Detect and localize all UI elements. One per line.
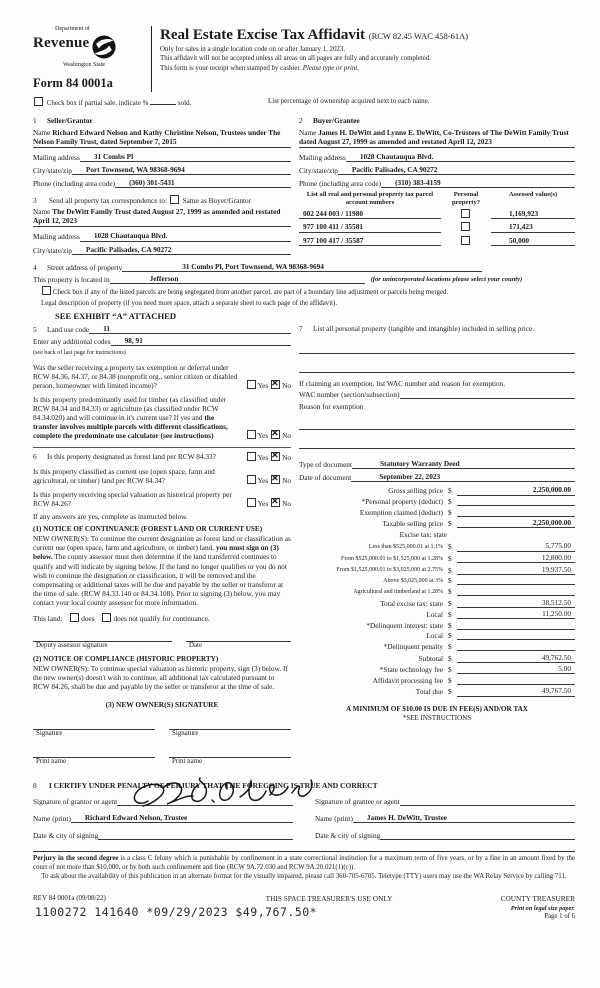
grantor-signature-field[interactable] bbox=[117, 796, 293, 806]
does-not-qualify-checkbox[interactable] bbox=[102, 613, 111, 622]
county-note: (for unincorporated locations please select your county) bbox=[370, 275, 523, 283]
land-use-code-field[interactable]: 11 bbox=[89, 324, 291, 334]
section-personal-property: 7 List all personal property (tangible and intangible) included in selling price. If claiming an exemption, list WAC number and reason for exemption. WAC number (section/subsection) Reason for exemption Type of document Statutory Warranty Deed Date of document September 22, 2023 Gross selling price $ 2,250,000.00 *Personal property (deduct) $ Exemption claimed (deduct) $ Taxable selling price $ 2,250,000.00 Excise tax: state Less than $525,000.01 at 1.1% $ 5,775.00 From $525,000.01 to $1,525,000 at 1.28% $ 12,800.00 From $1,525,000.01 to $3,025,000 at 2.75% $ 19,937.50 Above $3,025,000 at 3% $ Agricultural and timberland at 1.28% $ Total excise tax: state $ 38,512.50 Local $ 11,250.00 *Delinquent interest: state $ Local $ *Delinquent penalty $ Subtotal $ 49,762.50 *State technology fee $ 5.00 Affidavit processing fee $ Total due $ 49,767.50 A MINIMUM OF $10.00 IS DUE IN FEE(S) AND/OR TAX *SEE INSTRUCTIONS bbox=[299, 324, 575, 767]
state-technology-fee-field[interactable]: 5.00 bbox=[457, 664, 575, 674]
section-land-use: 5 Land use code 11 Enter any additional codes 98, 91 (see back of last page for instructions) Was the seller receiving a property tax exemption or deferral under RCW 84.36, 84.37, or 84.38 (nonprofit org., senior citizen or disabled person, homeowner with limited income)? Yes ✕ No Is this property predominantly used for timber (as classified under RCW 84.34 and 84.33) or agriculture (as classified under RCW 84.34.020) and will continue in it's current use? If yes and the transfer involves multiple parcels with different classifications, complete the predominate use calculator (see instructions) Yes ✕ No 6 Is this property designated as forest land per RCW 84.33? Yes ✕ No Is this property classified as current use (open space, farm and agricultural, or timber) land per RCW 84.34? Yes ✕ No Is this property receiving special valuation as historical property per RCW 84.26? Yes ✕ No If any answers are yes, complete as instructed below. (1) NOTICE OF CONTINUANCE (FOREST LAND OR CURRENT USE) NEW OWNER(S): To continue the current designation as forest land or classification as current use (open space, farm and agriculture, or timber) land, you must sign on (3) below. The county assessor must then determine if the land transferred continues to qualify and will indicate by signing below. If the land no longer qualifies or you do not wish to continue the designation or classification, it will be removed and the compensating or additional taxes will be due and payable by the seller or transferor at the time of sale. (RCW 84.33.140 or 84.34.108). Prior to signing (3) below, you may contact your local county assessor for more information. This land: does does not qualify for continuance. Deputy assessor signature Date (2) NOTICE OF COMPLIANCE (HISTORIC PROPERTY) NEW OWNER(S): To continue special valuation as historic property, sign (3) below. If the new owner(s) doesn't wish to continue, all additional tax calculated pursuant to RCW 84.26, shall be due and payable by the seller or transferor at the time of sale. (3) NEW OWNER(S) SIGNATURE Signature Signature Print name Print name bbox=[33, 323, 291, 766]
local-tax-field[interactable]: 11,250.00 bbox=[457, 609, 575, 619]
buyer-name-field[interactable]: Name James H. DeWitt and Lynne E. DeWitt, Co-Trustees of The DeWitt Family Trust dated August 27, 1999 as amended and restated April 12, 2023 bbox=[299, 128, 575, 148]
affidavit-processing-fee-field[interactable] bbox=[457, 676, 575, 685]
deputy-assessor-signature-field[interactable]: Deputy assessor signature bbox=[33, 631, 172, 651]
washington-state-label: Washington State bbox=[63, 61, 106, 68]
header-note-3: This form is your receipt when stamped by cashier. Please type or print. bbox=[160, 65, 360, 72]
section-certify: 8 I CERTIFY UNDER PENALTY OF PERJURY THAT THE FOREGOING IS TRUE AND CORRECT Signature of grantor or agent Name (print) Richard Edward Nelson, Trustee Date & city of signing Signature of grantee or agent Name (print) James H. DeWitt, Trustee Date & city of signing bbox=[33, 781, 575, 847]
correspondence-city-field[interactable]: Pacific Palisades, CA 90272 bbox=[72, 245, 291, 255]
total-excise-state-field[interactable]: 38,512.50 bbox=[457, 598, 575, 608]
grantee-signature-field[interactable] bbox=[400, 796, 575, 806]
current-use-yes-checkbox[interactable] bbox=[247, 475, 256, 484]
agricultural-tax-field[interactable] bbox=[457, 587, 575, 596]
parcel-col-header: List all real and personal property tax parcel account numbers bbox=[306, 191, 434, 206]
new-owner-print-name-field[interactable]: Print name bbox=[169, 747, 291, 767]
exemption-no-checkbox[interactable]: ✕ bbox=[271, 377, 279, 388]
revenue-logo-block bbox=[33, 26, 151, 92]
gross-selling-price-field[interactable]: 2,250,000.00 bbox=[457, 485, 575, 495]
ownership-note: List percentage of ownership acquired next to each name. bbox=[268, 96, 430, 105]
timber-yes-checkbox[interactable] bbox=[247, 430, 256, 439]
question-historic: Is this property receiving special valuation as historical property per RCW 84.26? Yes ✕ No bbox=[33, 489, 291, 509]
exemption-instruction: If claiming an exemption, list WAC number and reason for exemption. bbox=[299, 379, 506, 388]
treasurer-use-label: THIS SPACE TREASURER'S USE ONLY bbox=[265, 894, 393, 903]
new-owner-print-name-field[interactable]: Print name bbox=[33, 747, 155, 767]
additional-codes-field[interactable]: 98, 91 bbox=[111, 336, 291, 346]
page-number: Page 1 of 6 bbox=[544, 912, 575, 920]
accessibility-notice: To ask about the availability of this publication in an alternate format for the visually impaired, please call 360-705-6705. Teletype (TTY) users may use the WA Relay Service by calling 711. bbox=[41, 873, 567, 881]
minimum-fee-note: A MINIMUM OF $10.00 IS DUE IN FEE(S) AND/OR TAX bbox=[346, 704, 528, 713]
seller-phone-field[interactable]: (360) 301-5431 bbox=[115, 178, 291, 188]
seller-heading: Seller/Grantor bbox=[47, 116, 93, 126]
compliance-title: (2) NOTICE OF COMPLIANCE (HISTORIC PROPERTY) bbox=[33, 654, 219, 663]
header-note-1: Only for sales in a single location code on or after January 1, 2023. bbox=[160, 45, 346, 53]
new-owner-signature-field[interactable]: Signature bbox=[33, 719, 155, 739]
reason-for-exemption-field[interactable] bbox=[299, 417, 575, 430]
tier2-tax-field[interactable]: 12,800.00 bbox=[457, 553, 575, 563]
exemption-claimed-field[interactable] bbox=[457, 508, 575, 517]
parcel-row bbox=[299, 222, 575, 232]
grantor-date-city-field[interactable] bbox=[98, 830, 293, 840]
section-buyer: 2 Buyer/Grantee Name James H. DeWitt and Lynne E. DeWitt, Co-Trustees of The DeWitt Family Trust dated August 27, 1999 as amended and restated April 12, 2023 Mailing address 1028 Chautauqua Blvd. City/state/zip Pacific Palisades, CA 90272 Phone (including area code) (310) 383-4159 List all real and personal property tax parcel account numbers Personal property? Assessed value(s) 002 244 003 / 11980 1,169,923 977 100 411 / 35581 171,423 977 100 417 / 35587 50,000 bbox=[299, 116, 575, 257]
correspondence-name-field[interactable]: Name The DeWitt Family Trust dated August 27, 1999 as amended and restated April 12, 2023 bbox=[33, 207, 291, 227]
rev-number: REV 84 0001a (09/08/22) bbox=[33, 894, 106, 902]
seller-mailing-field[interactable]: 31 Combs Pl bbox=[80, 152, 291, 162]
percent-sold-field[interactable] bbox=[150, 104, 176, 105]
county-treasurer-label: COUNTY TREASURER bbox=[500, 894, 575, 903]
parcel-row bbox=[299, 209, 575, 219]
seller-city-field[interactable]: Port Townsend, WA 98368-9694 bbox=[72, 165, 291, 175]
assessed-value-field[interactable]: 1,169,923 bbox=[491, 209, 575, 219]
buyer-mailing-field[interactable]: 1028 Chautauqua Blvd. bbox=[346, 152, 575, 162]
county-field[interactable]: Jefferson bbox=[110, 274, 365, 284]
land-use-note: (see back of last page for instructions) bbox=[33, 350, 126, 357]
personal-property-instruction: List all personal property (tangible and intangible) included in selling price. bbox=[313, 323, 535, 333]
seller-name-field[interactable]: Name Richard Edward Nelson and Kathy Christine Nelson, Trustees under The Nelson Family Trust, dated September 7, 2015 bbox=[33, 128, 291, 148]
delinquent-interest-local-field[interactable] bbox=[457, 631, 575, 640]
historic-no-checkbox[interactable]: ✕ bbox=[271, 496, 279, 507]
compliance-body: NEW OWNER(S): To continue special valuation as historic property, sign (3) below. If the new owner(s) doesn't wish to continue, all additional tax calculated pursuant to RCW 84.26, shall be due and payable by the seller or transferor at the time of sale. bbox=[33, 663, 288, 692]
section-designation bbox=[33, 447, 291, 767]
revenue-wordmark: Revenue bbox=[33, 34, 90, 51]
parcel-number-field[interactable]: 002 244 003 / 11980 bbox=[299, 209, 441, 219]
legal-description-note: Legal description of property (if you need more space, attach a separate sheet to each page of the affidavit). bbox=[41, 299, 338, 307]
document-type-field[interactable]: Statutory Warranty Deed bbox=[352, 459, 575, 469]
if-yes-note: If any answers are yes, complete as instructed below. bbox=[33, 512, 188, 522]
tier4-tax-field[interactable] bbox=[457, 576, 575, 585]
dept-of-label: Department of bbox=[55, 26, 90, 32]
page-title: Real Estate Excise Tax Affidavit (RCW 82.45 WAC 458-61A) bbox=[160, 27, 469, 43]
personal-property-checkbox[interactable] bbox=[461, 222, 470, 231]
total-due-field[interactable]: 49,767.50 bbox=[457, 686, 575, 696]
personal-property-checkbox[interactable] bbox=[461, 236, 470, 245]
new-owner-signature-field[interactable]: Signature bbox=[169, 719, 291, 739]
grantee-date-city-field[interactable] bbox=[380, 830, 575, 840]
parcel-number-field[interactable]: 977 100 411 / 35581 bbox=[299, 222, 441, 232]
partial-sale-checkbox[interactable] bbox=[34, 97, 43, 106]
grantor-print-name-field[interactable]: Richard Edward Nelson, Trustee bbox=[71, 813, 293, 823]
exhibit-attached-note: SEE EXHIBIT “A” ATTACHED bbox=[55, 311, 177, 322]
section-seller: 1 Seller/Grantor Name Richard Edward Nelson and Kathy Christine Nelson, Trustees under The Nelson Family Trust, dated September 7, 2015 Mailing address 31 Combs Pl City/state/zip Port Townsend, WA 98368-9694 Phone (including area code) (360) 301-5431 3 Send all property tax correspondence to: Same as Buyer/Grantor Name The DeWitt Family Trust dated August 27, 1999 as amended and restated April 12, 2023 Mailing address 1028 Chautauqua Blvd. City/state/zip Pacific Palisades, CA 90272 bbox=[33, 116, 299, 257]
personal-property-field[interactable] bbox=[299, 360, 575, 373]
question-exemption: Was the seller receiving a property tax exemption or deferral under RCW 84.36, 84.37, or 84.38 (nonprofit org., senior citizen or disabled person, homeowner with limited income)? Yes ✕ No bbox=[33, 362, 291, 390]
correspondence-mailing-field[interactable]: 1028 Chautauqua Blvd. bbox=[80, 231, 291, 241]
buyer-phone-field[interactable]: (310) 383-4159 bbox=[381, 178, 575, 188]
continuance-title: (1) NOTICE OF CONTINUANCE (FOREST LAND OR CURRENT USE) bbox=[33, 525, 263, 534]
tier3-tax-field[interactable]: 19,937.50 bbox=[457, 565, 575, 575]
delinquent-interest-state-field[interactable] bbox=[457, 621, 575, 630]
legal-size-note: Print on legal size paper. bbox=[510, 905, 575, 913]
parcel-row bbox=[299, 236, 575, 246]
document-date-field[interactable]: September 22, 2023 bbox=[351, 472, 575, 482]
section-property: 4 Street address of property 31 Combs Pl, Port Townsend, WA 98368-9694 This property is located in Jefferson (for unincorporated locations please select your county) Check box if any of the listed parcels are being segregated from another parcel, are part of a boundary line adjustment or parcels being merged. Legal description of property (if you need more space, attach a separate sheet to each page of the affidavit). SEE EXHIBIT “A” ATTACHED bbox=[33, 262, 575, 322]
wac-number-field[interactable] bbox=[400, 389, 575, 399]
continuance-qualify-row: This land: does does not qualify for continuance. bbox=[33, 614, 210, 624]
segregated-checkbox[interactable] bbox=[42, 286, 51, 295]
header-note-2: This affidavit will not be accepted unless all areas on all pages are fully and accurately completed. bbox=[160, 55, 431, 63]
same-as-buyer-checkbox[interactable] bbox=[170, 195, 179, 204]
parcel-number-field[interactable]: 977 100 417 / 35587 bbox=[299, 236, 441, 246]
revenue-logo-icon bbox=[91, 34, 117, 62]
historic-yes-checkbox[interactable] bbox=[247, 498, 256, 507]
rcw-reference: (RCW 82.45 WAC 458-61A) bbox=[368, 31, 469, 41]
excise-tax-table: Gross selling price $ 2,250,000.00 *Personal property (deduct) $ Exemption claimed (deduct) $ Taxable selling price $ 2,250,000.00 Excise tax: state Less than $525,000.01 at 1.1% $ 5,775.00 From $525,000.01 to $1,525,000 at 1.28% $ 12,800.00 From $1,525,000.01 to $3,025,000 at 2.75% $ 19,937.50 Above $3,025,000 at 3% $ Agricultural and timberland at 1.28% $ Total excise tax: state $ 38,512.50 Local $ 11,250.00 *Delinquent interest: state $ Local $ *Delinquent penalty $ Subtotal $ 49,762.50 *State technology fee $ 5.00 Affidavit processing fee $ Total due $ 49,767.50 bbox=[299, 485, 575, 696]
assessed-value-field[interactable]: 171,423 bbox=[491, 222, 575, 232]
reason-for-exemption-field[interactable] bbox=[299, 436, 575, 449]
perjury-notice: Perjury in the second degree is a class C felony which is punishable by confinement in a state correctional institution for a maximum term of five years, or by a fine in an amount fixed by the court of not more than $10,000, or by both such confinement and fine (RCW 9A.72.030 and RCW 9A.20.021(1)(c)). To ask about the availability of this publication in an alternate format for the visually impaired, please call 360-705-6705. Teletype (TTY) users may use the WA Relay Service by calling 711. bbox=[33, 851, 575, 882]
question-forest-land: 6 Is this property designated as forest land per RCW 84.33? Yes ✕ No bbox=[33, 449, 291, 462]
current-use-no-checkbox[interactable]: ✕ bbox=[271, 472, 279, 483]
does-qualify-checkbox[interactable] bbox=[70, 613, 79, 622]
timber-no-checkbox[interactable]: ✕ bbox=[271, 428, 279, 439]
parcel-table bbox=[299, 191, 575, 245]
tier1-tax-field[interactable]: 5,775.00 bbox=[457, 541, 575, 551]
segregated-note: Check box if any of the listed parcels are being segregated from another parcel, are part of a boundary line adjustment or parcels being merged. bbox=[53, 288, 449, 296]
assessed-value-field[interactable]: 50,000 bbox=[491, 236, 575, 246]
certify-statement: I CERTIFY UNDER PENALTY OF PERJURY THAT THE FOREGOING IS TRUE AND CORRECT bbox=[48, 780, 378, 790]
see-instructions-note: *SEE INSTRUCTIONS bbox=[402, 713, 472, 722]
deputy-date-field[interactable]: Date bbox=[186, 631, 291, 651]
reason-for-exemption-label: Reason for exemption bbox=[299, 402, 364, 412]
personal-property-field[interactable] bbox=[299, 341, 575, 354]
continuance-body: NEW OWNER(S): To continue the current designation as forest land or classification as current use (open space, farm and agriculture, or timber) land, you must sign on (3) below. The county assessor must then determine if the land transferred continues to qualify and will indicate by signing below. If the land no longer qualifies or you do not wish to continue the designation or classification, it will be removed and the compensating or additional taxes will be due and payable by the seller or transferor at the time of sale. (RCW 84.33.140 or 84.34.108). Prior to signing (3) below, you may contact your local county assessor for more information. bbox=[33, 534, 291, 607]
buyer-city-field[interactable]: Pacific Palisades, CA 90272 bbox=[338, 165, 575, 175]
form-header bbox=[33, 26, 575, 92]
personal-property-col-header: Personal property? bbox=[451, 191, 481, 206]
delinquent-penalty-field[interactable] bbox=[457, 642, 575, 651]
form-number: Form 84 0001a bbox=[33, 76, 113, 91]
partial-sale-row: Check box if partial sale, indicate % sold. List percentage of ownership acquired next to each name. bbox=[33, 97, 575, 108]
question-timber: Is this property predominantly used for timber (as classified under RCW 84.34 and 84.33) or agriculture (as classified under RCW 84.34.020) and will continue in it's current use? If yes and the transfer involves multiple parcels with different classifications, complete the predominate use calculator (see instructions) Yes ✕ No bbox=[33, 395, 291, 441]
personal-property-deduct-field[interactable] bbox=[457, 497, 575, 506]
taxable-selling-price-field[interactable]: 2,250,000.00 bbox=[457, 518, 575, 528]
treasurer-stamp: 1100272 141640 *09/29/2023 $49,767.50* bbox=[35, 905, 318, 920]
exemption-yes-checkbox[interactable] bbox=[247, 380, 256, 389]
personal-property-checkbox[interactable] bbox=[461, 209, 470, 218]
new-owner-signature-title: (3) NEW OWNER(S) SIGNATURE bbox=[105, 700, 219, 710]
forest-yes-checkbox[interactable] bbox=[247, 452, 256, 461]
excise-tax-state-header: Excise tax: state bbox=[399, 530, 447, 540]
forest-no-checkbox[interactable]: ✕ bbox=[271, 449, 279, 460]
question-current-use: Is this property classified as current use (open space, farm and agricultural, or timber) land per RCW 84.34? Yes ✕ No bbox=[33, 466, 291, 485]
page-footer bbox=[33, 894, 575, 921]
grantee-print-name-field[interactable]: James H. DeWitt, Trustee bbox=[353, 813, 575, 823]
subtotal-field[interactable]: 49,762.50 bbox=[457, 653, 575, 663]
section-correspondence: 3 Send all property tax correspondence to: Same as Buyer/Grantor bbox=[33, 196, 252, 206]
street-address-field[interactable]: 31 Combs Pl, Port Townsend, WA 98368-9694 bbox=[122, 262, 482, 272]
assessed-value-col-header: Assessed value(s) bbox=[508, 191, 558, 199]
buyer-heading: Buyer/Grantee bbox=[313, 116, 360, 126]
